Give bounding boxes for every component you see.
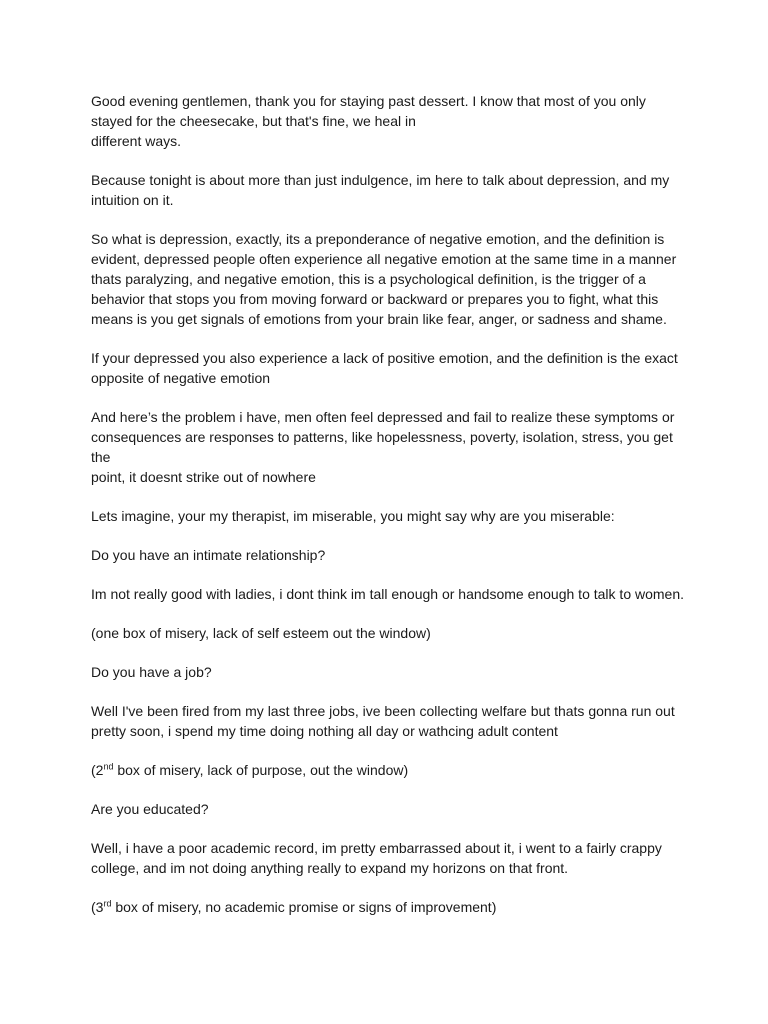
document-page (91, 91, 691, 936)
text-line: Do you have a job? (91, 664, 212, 680)
text-line: Im not really good with ladies, i dont think im tall enough or handsome enough to talk to women. (91, 586, 685, 602)
text-line: stayed for the cheesecake, but that's fine, we heal in (91, 113, 416, 129)
text-line: different ways. (91, 133, 182, 149)
answer-job (91, 701, 691, 741)
answer-education (91, 838, 691, 878)
text-line: point, it doesnt strike out of nowhere (91, 469, 316, 485)
text-suffix: box of misery, no academic promise or signs of improvement) (111, 899, 497, 915)
text-line: opposite of negative emotion (91, 370, 271, 386)
question-education (91, 799, 691, 819)
answer-relationship (91, 584, 691, 604)
box-of-misery-2 (91, 760, 691, 780)
text-line: So what is depression, exactly, its a preponderance of negative emotion, and the definition is (91, 231, 665, 247)
question-job (91, 662, 691, 682)
text-line: Good evening gentlemen, thank you for staying past dessert. I know that most of you only (91, 93, 646, 109)
text-line: means is you get signals of emotions from your brain like fear, anger, or sadness and shame. (91, 311, 667, 327)
text-line: thats paralyzing, and negative emotion, this is a psychological definition, is the trigger of a (91, 271, 646, 287)
text-line: (one box of misery, lack of self esteem out the window) (91, 625, 431, 641)
text-line: Are you educated? (91, 801, 209, 817)
ordinal-suffix: rd (103, 898, 112, 909)
text-prefix: (3 (91, 899, 104, 915)
text-line: Lets imagine, your my therapist, im miserable, you might say why are you miserable: (91, 508, 615, 524)
question-relationship (91, 545, 691, 565)
text-line: Because tonight is about more than just indulgence, im here to talk about depression, and my (91, 172, 670, 188)
text-prefix: (2 (91, 762, 104, 778)
text-line: Well, i have a poor academic record, im pretty embarrassed about it, i went to a fairly crappy (91, 840, 662, 856)
text-line: If your depressed you also experience a lack of positive emotion, and the definition is the exact (91, 350, 678, 366)
text-line: college, and im not doing anything really to expand my horizons on that front. (91, 860, 569, 876)
paragraph-imagine (91, 506, 691, 526)
text-line: Do you have an intimate relationship? (91, 547, 326, 563)
text-line: behavior that stops you from moving forward or backward or prepares you to fight, what this (91, 291, 659, 307)
paragraph-positive (91, 348, 691, 388)
text-line: intuition on it. (91, 192, 174, 208)
text-line: evident, depressed people often experience all negative emotion at the same time in a manner (91, 251, 677, 267)
paragraph-definition (91, 229, 691, 329)
text-suffix: box of misery, lack of purpose, out the window) (113, 762, 409, 778)
ordinal-suffix: nd (103, 761, 114, 772)
paragraph-intro (91, 91, 691, 151)
box-of-misery-3 (91, 897, 691, 917)
text-line: pretty soon, i spend my time doing nothing all day or wathcing adult content (91, 723, 558, 739)
box-of-misery-1 (91, 623, 691, 643)
text-line: And here’s the problem i have, men often feel depressed and fail to realize these symptoms or (91, 409, 675, 425)
text-line: consequences are responses to patterns, like hopelessness, poverty, isolation, stress, you get the (91, 429, 673, 465)
paragraph-problem (91, 407, 691, 487)
text-line: Well I've been fired from my last three jobs, ive been collecting welfare but thats gonna run out (91, 703, 675, 719)
paragraph-topic (91, 170, 691, 210)
